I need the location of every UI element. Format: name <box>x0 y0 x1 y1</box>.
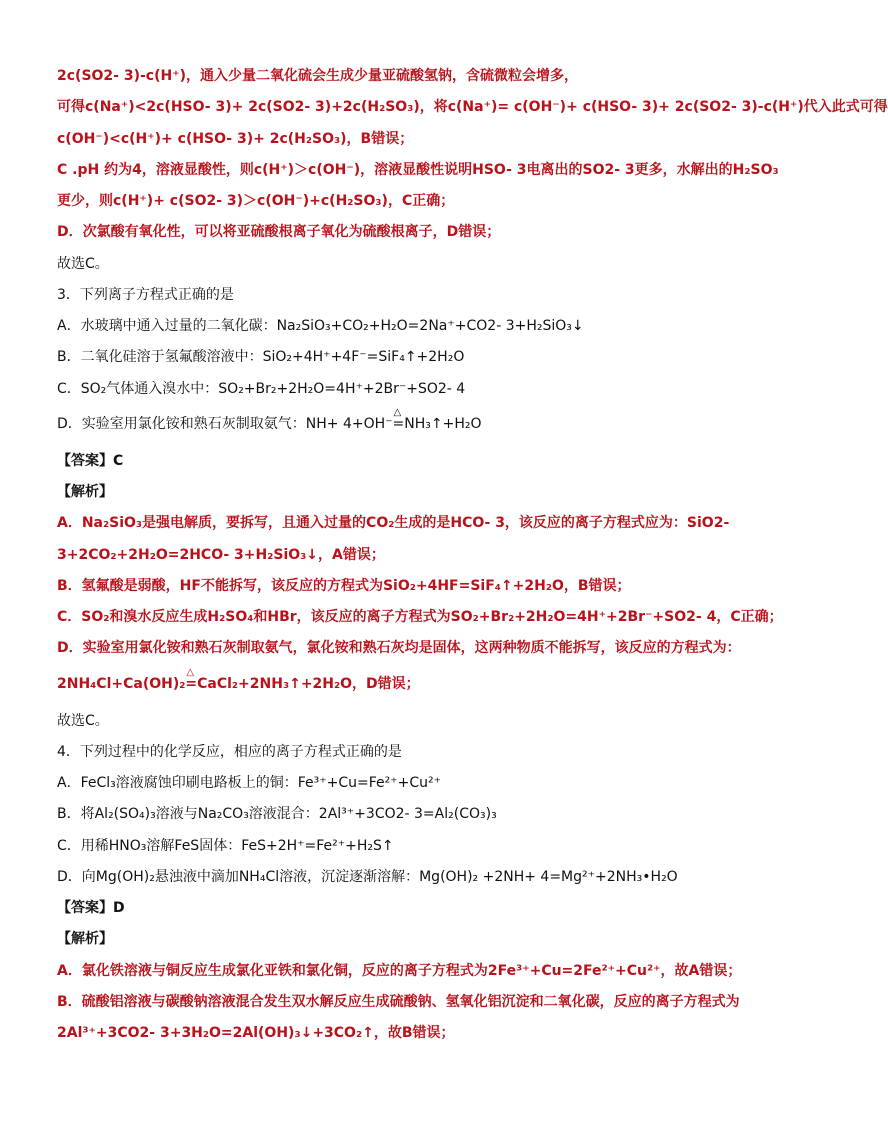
solution-line: 2Al³⁺+3CO2- 3+3H₂O=2Al(OH)₃↓+3CO₂↑，故B错误； <box>57 1025 455 1041</box>
solution-line: C .pH 约为4，溶液显酸性，则c(H⁺)＞c(OH⁻)，溶液显酸性说明HSO- 3电离出的SO2- 3更多，水解出的H₂SO₃ <box>57 162 779 178</box>
solution-line: D．实验室用氯化铵和熟石灰制取氨气，氯化铵和熟石灰均是固体，这两种物质不能拆写，该反应的方程式为： <box>57 640 741 656</box>
equation-products: CaCl₂+2NH₃↑+2H₂O，D错误； <box>197 676 420 692</box>
solution-line: 3+2CO₂+2H₂O=2HCO- 3+H₂SiO₃↓，A错误； <box>57 547 385 563</box>
equals-sign: = <box>392 416 405 432</box>
solution-line: C．SO₂和溴水反应生成H₂SO₄和HBr，该反应的离子方程式为SO₂+Br₂+2H₂O=4H⁺+2Br⁻+SO2- 4，C正确； <box>57 609 783 625</box>
question-stem: 4．下列过程中的化学反应，相应的离子方程式正确的是 <box>57 744 402 760</box>
delta-icon: △ <box>393 407 402 418</box>
option-c: C．用稀HNO₃溶解FeS固体：FeS+2H⁺=Fe²⁺+H₂S↑ <box>57 838 394 854</box>
conclusion-line: 故选C。 <box>57 713 109 729</box>
solution-line: 可得c(Na⁺)<2c(HSO- 3)+ 2c(SO2- 3)+2c(H₂SO₃)，将c(Na⁺)= c(OH⁻)+ c(HSO- 3)+ 2c(SO2- 3)-c(H⁺)代入此式可得 <box>57 99 888 115</box>
solution-line: B．氢氟酸是弱酸，HF不能拆写，该反应的方程式为SiO₂+4HF=SiF₄↑+2H₂O，B错误； <box>57 578 631 594</box>
heating-condition-equals <box>185 667 198 694</box>
question-stem: 3．下列离子方程式正确的是 <box>57 287 234 303</box>
answer-label: 【答案】D <box>57 900 125 916</box>
option-a: A．水玻璃中通入过量的二氧化碳：Na₂SiO₃+CO₂+H₂O=2Na⁺+CO2- 3+H₂SiO₃↓ <box>57 318 584 334</box>
solution-line-equation <box>57 667 757 694</box>
solution-line: A．Na₂SiO₃是强电解质，要拆写，且通入过量的CO₂生成的是HCO- 3，该反应的离子方程式应为：SiO2- <box>57 515 730 531</box>
option-d-products: NH₃↑+H₂O <box>404 416 482 432</box>
option-a: A．FeCl₃溶液腐蚀印刷电路板上的铜：Fe³⁺+Cu=Fe²⁺+Cu²⁺ <box>57 775 442 791</box>
solution-line: 2c(SO2- 3)-c(H⁺)，通入少量二氧化硫会生成少量亚硫酸氢钠，含硫微粒会增多， <box>57 68 578 84</box>
option-d-text: D．实验室用氯化铵和熟石灰制取氨气：NH+ 4+OH⁻ <box>57 416 393 432</box>
option-c: C．SO₂气体通入溴水中：SO₂+Br₂+2H₂O=4H⁺+2Br⁻+SO2- 4 <box>57 381 466 397</box>
option-d <box>57 407 757 434</box>
solution-line: D．次氯酸有氧化性，可以将亚硫酸根离子氧化为硫酸根离子，D错误； <box>57 224 501 240</box>
option-b: B．二氧化硅溶于氢氟酸溶液中：SiO₂+4H⁺+4F⁻=SiF₄↑+2H₂O <box>57 349 465 365</box>
option-d: D．向Mg(OH)₂悬浊液中滴加NH₄Cl溶液，沉淀逐渐溶解：Mg(OH)₂ +2NH+ 4=Mg²⁺+2NH₃•H₂O <box>57 869 678 885</box>
solution-line: A．氯化铁溶液与铜反应生成氯化亚铁和氯化铜，反应的离子方程式为2Fe³⁺+Cu=2Fe²⁺+Cu²⁺，故A错误； <box>57 963 742 979</box>
analysis-label: 【解析】 <box>57 484 113 500</box>
option-b: B．将Al₂(SO₄)₃溶液与Na₂CO₃溶液混合：2Al³⁺+3CO2- 3=Al₂(CO₃)₃ <box>57 806 497 822</box>
analysis-label: 【解析】 <box>57 931 113 947</box>
equals-sign: = <box>185 676 198 692</box>
delta-icon: △ <box>186 667 195 678</box>
solution-line: B．硫酸铝溶液与碳酸钠溶液混合发生双水解反应生成硫酸钠、氢氧化铝沉淀和二氧化碳，反应的离子方程式为 <box>57 994 740 1010</box>
solution-line: c(OH⁻)<c(H⁺)+ c(HSO- 3)+ 2c(H₂SO₃)，B错误； <box>57 131 414 147</box>
solution-line: 更少，则c(H⁺)+ c(SO2- 3)＞c(OH⁻)+c(H₂SO₃)，C正确； <box>57 193 455 209</box>
answer-label: 【答案】C <box>57 453 124 469</box>
equation-reactants: 2NH₄Cl+Ca(OH)₂ <box>57 676 186 692</box>
conclusion-line: 故选C。 <box>57 256 109 272</box>
heating-condition-equals <box>392 407 405 434</box>
